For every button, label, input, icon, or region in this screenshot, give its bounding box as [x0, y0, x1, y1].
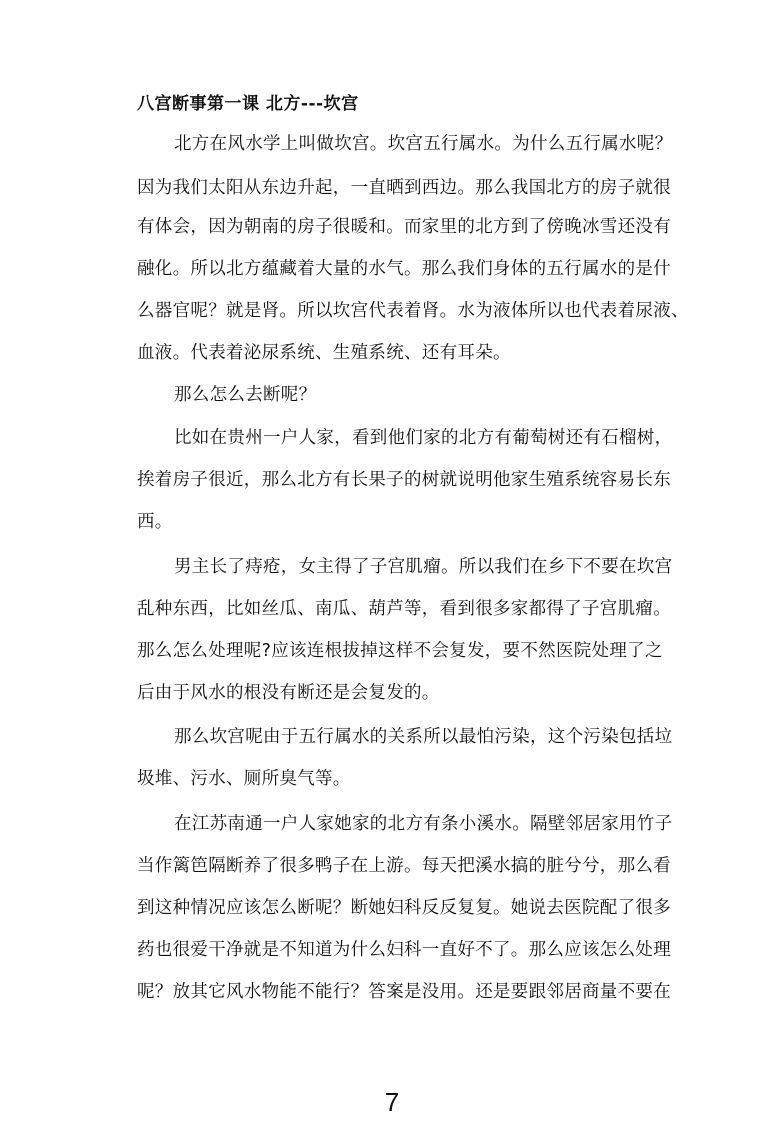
text-line: 西。	[137, 512, 173, 532]
text-line: 比如在贵州一户人家，看到他们家的北方有葡萄树还有石榴树，	[174, 428, 673, 448]
text-line: 挨着房子很近，那么北方有长果子的树就说明他家生殖系统容易长东	[137, 470, 671, 490]
text-line: 到这种情况应该怎么断呢？断她妇科反反复复。她说去医院配了很多	[137, 898, 671, 918]
text-line: 乱种东西，比如丝瓜、南瓜、葫芦等，看到很多家都得了子宫肌瘤。	[137, 599, 671, 619]
text-line: 圾堆、污水、厕所臭气等。	[137, 769, 351, 789]
text-line: 那么怎么处理呢?应该连根拔掉这样不会复发，要不然医院处理了之	[137, 641, 663, 661]
text-line: 后由于风水的根没有断还是会复发的。	[137, 683, 440, 703]
page-number: 7	[384, 1087, 400, 1117]
text-line: 当作篱笆隔断养了很多鸭子在上游。每天把溪水搞的脏兮兮，那么看	[137, 856, 671, 876]
text-line: 么器官呢？就是肾。所以坎宫代表着肾。水为液体所以也代表着尿液、	[137, 301, 689, 321]
text-line: 呢？放其它风水物能不能行？答案是没用。还是要跟邻居商量不要在	[137, 982, 671, 1002]
text-line: 在江苏南通一户人家她家的北方有条小溪水。隔壁邻居家用竹子	[174, 814, 673, 834]
text-line: 那么坎宫呢由于五行属水的关系所以最怕污染，这个污染包括垃	[174, 727, 673, 747]
text-line: 因为我们太阳从东边升起，一直晒到西边。那么我国北方的房子就很	[137, 178, 671, 198]
text-line: 男主长了痔疮，女主得了子宫肌瘤。所以我们在乡下不要在坎宫	[174, 557, 673, 577]
text-line: 药也很爱干净就是不知道为什么妇科一直好不了。那么应该怎么处理	[137, 940, 671, 960]
text-line: 血液。代表着泌尿系统、生殖系统、还有耳朵。	[137, 343, 511, 363]
text-line: 北方在风水学上叫做坎宫。坎宫五行属水。为什么五行属水呢？	[174, 134, 673, 154]
text-line: 有体会，因为朝南的房子很暖和。而家里的北方到了傍晚冰雪还没有	[137, 217, 671, 237]
text-line: 那么怎么去断呢？	[174, 385, 317, 405]
text-line: 融化。所以北方蕴藏着大量的水气。那么我们身体的五行属水的是什	[137, 259, 671, 279]
lesson-title: 八宫断事第一课 北方---坎宫	[137, 94, 359, 114]
